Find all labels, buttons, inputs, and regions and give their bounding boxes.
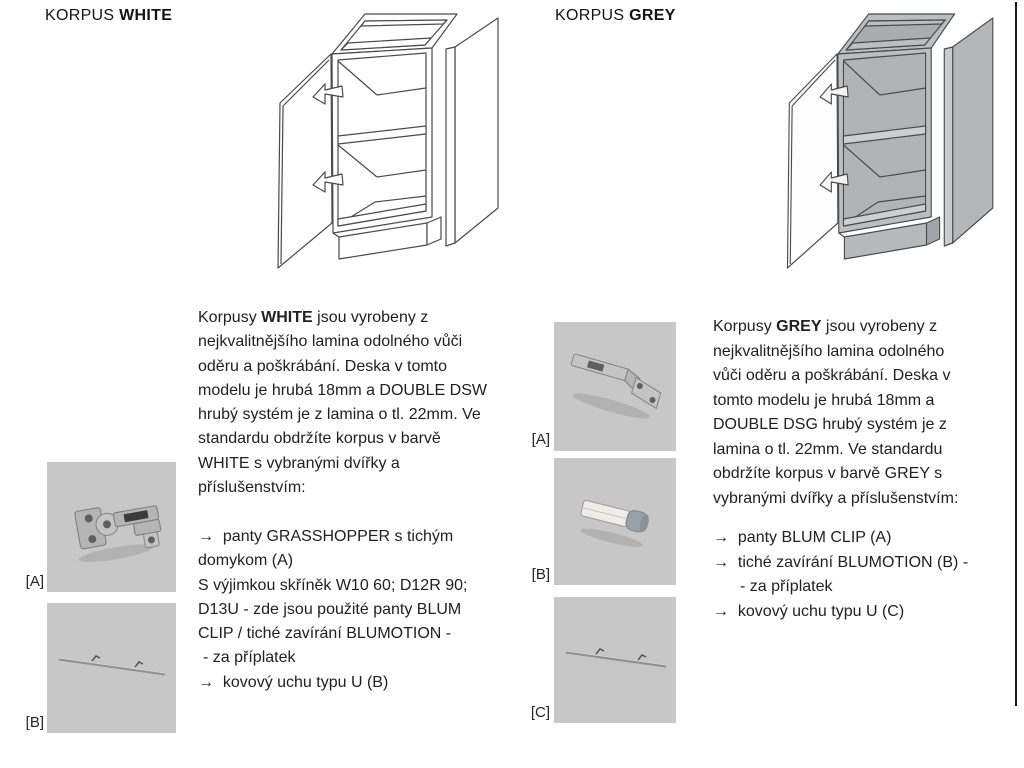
paragraph-line: příslušenstvím: <box>198 479 306 497</box>
paragraph-line: Korpusy WHITE jsou vyrobeny z <box>198 309 429 326</box>
section-title-white <box>45 7 172 25</box>
paragraph-line: oděru a poškrábání. Deska v tomto <box>198 357 448 375</box>
feature-line: - za příplatek <box>203 649 296 667</box>
hinge-grasshopper-image <box>47 462 176 592</box>
section-title-name: WHITE <box>119 7 173 24</box>
section-title-grey <box>555 7 676 25</box>
section-title-prefix: KORPUS <box>45 7 120 24</box>
feature-line: - za příplatek <box>740 578 833 595</box>
page-divider-line <box>1015 2 1017 706</box>
feature-line: D13U - zde jsou použité panty BLUM <box>198 600 462 618</box>
paragraph-line: obdržíte korpus v barvě GREY s <box>713 465 943 482</box>
feature-line: → panty BLUM CLIP (A) <box>713 529 892 546</box>
description-paragraph-white <box>198 306 530 500</box>
feature-list-white <box>198 525 530 695</box>
paragraph-line: DOUBLE DSG hrubý systém je z <box>713 416 947 433</box>
feature-list-grey <box>713 526 1013 624</box>
paragraph-line: standardu obdržíte korpus v barvě <box>198 430 441 448</box>
metal-handle-image <box>47 603 176 733</box>
feature-line: → kovový uchu typu U (C) <box>713 602 905 620</box>
description-paragraph-grey <box>713 315 1013 511</box>
hinge-photo <box>47 462 176 592</box>
feature-line: CLIP / tiché zavírání BLUMOTION - <box>198 625 452 643</box>
photo-label: [B] <box>25 714 44 731</box>
feature-line: → tiché zavírání BLUMOTION (B) - <box>713 553 969 571</box>
handle-photo <box>47 603 176 733</box>
paragraph-line: nejkvalitnějšího lamina odolného <box>713 342 945 360</box>
blumotion-damper-image <box>554 458 676 585</box>
section-title-prefix: KORPUS <box>555 7 630 24</box>
photo-label: [B] <box>531 566 550 583</box>
feature-line: S výjimkou skříněk W10 60; D12R 90; <box>198 576 468 594</box>
cabinet-line-drawing-white <box>255 5 525 285</box>
metal-handle-image <box>554 597 676 723</box>
paragraph-line: WHITE s vybranými dvířky a <box>198 454 400 472</box>
paragraph-line: lamina o tl. 22mm. Ve standardu <box>713 440 943 458</box>
damper-photo <box>554 458 676 585</box>
photo-label: [C] <box>530 704 550 721</box>
photo-label: [A] <box>531 431 550 448</box>
feature-line: → kovový uchu typu U (B) <box>198 673 389 691</box>
photo-label: [A] <box>25 573 44 590</box>
paragraph-line: Korpusy GREY jsou vyrobeny z <box>713 318 938 335</box>
hinge-blum-clip-image <box>554 322 676 451</box>
cabinet-line-drawing-grey <box>766 5 1018 285</box>
hinge-photo <box>554 322 676 451</box>
feature-line: → panty GRASSHOPPER s tichým <box>198 528 454 545</box>
feature-line: domykom (A) <box>198 552 294 570</box>
paragraph-line: vůči oděru a poškrábání. Deska v <box>713 367 951 384</box>
handle-photo <box>554 597 676 723</box>
paragraph-line: modelu je hrubá 18mm a DOUBLE DSW <box>198 381 487 399</box>
paragraph-line: vybranými dvířky a příslušenstvím: <box>713 489 959 507</box>
paragraph-line: hrubý systém je z lamina o tl. 22mm. Ve <box>198 406 481 424</box>
paragraph-line: nejkvalitnějšího lamina odolného vůči <box>198 333 463 351</box>
section-title-name: GREY <box>629 7 676 24</box>
paragraph-line: tomto modelu je hrubá 18mm a <box>713 391 935 409</box>
